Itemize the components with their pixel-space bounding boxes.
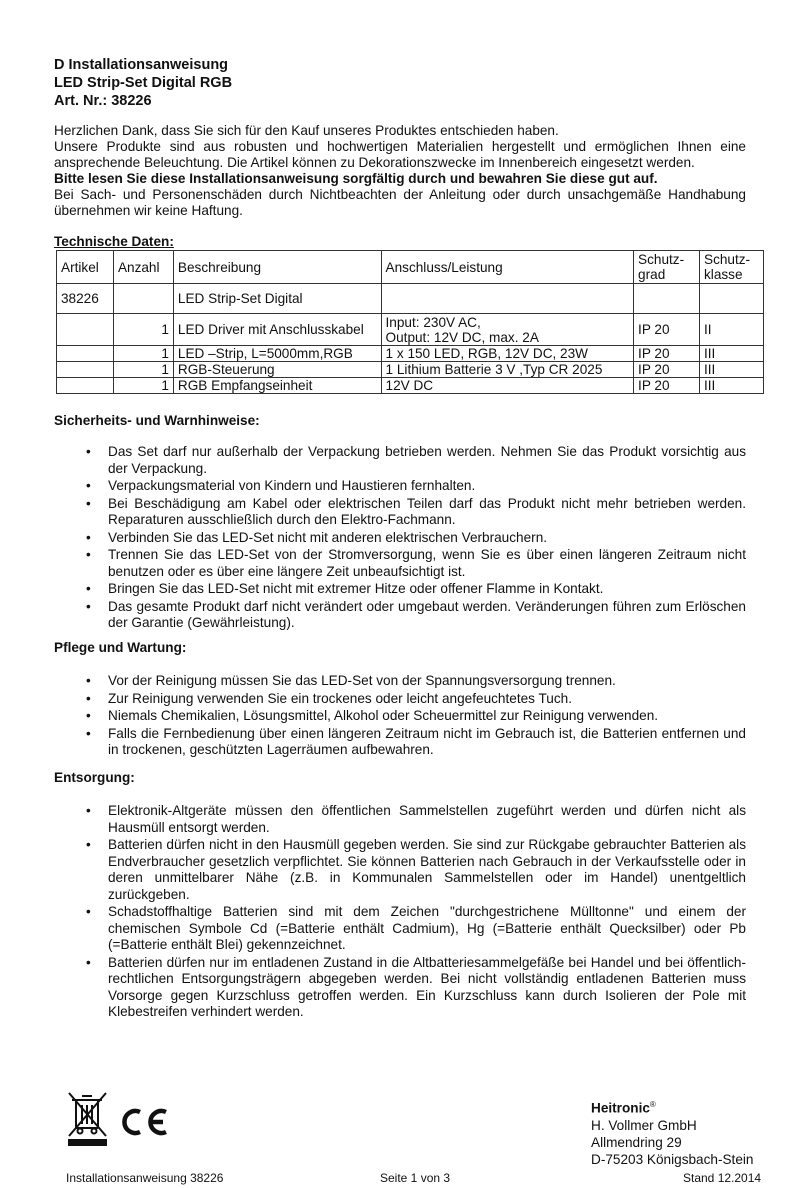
bullet-icon: •	[86, 904, 91, 919]
list-item-text: Batterien dürfen nicht in den Hausmüll gegeben werden. Sie sind zur Rückgabe gebrauchter Batterien als Endverbraucher gesetzlich verpflichtet. Sie können Batterien nach Gebrauch in der Verkaufsstelle oder in deren unmittelbarer Nähe (z.B. in Kommunalen Sammelstellen oder im Handel) unentgeltlich zurückgeben.	[108, 837, 746, 902]
col-schutzklasse-line1: Schutz-	[704, 252, 751, 267]
col-beschreibung: Beschreibung	[173, 251, 381, 284]
row-klasse: III	[700, 378, 764, 394]
group-grad-empty	[634, 284, 700, 314]
document-title	[54, 56, 232, 110]
company-info	[591, 1096, 753, 1168]
company-brand-line	[591, 1096, 753, 1117]
list-item	[86, 803, 746, 836]
col-schutzgrad-line1: Schutz-	[638, 252, 685, 267]
bullet-icon: •	[86, 954, 91, 970]
bullet-icon: •	[86, 581, 91, 596]
list-item	[86, 690, 746, 708]
row-beschreibung: RGB Empfangseinheit	[173, 378, 381, 394]
intro-read-notice: Bitte lesen Sie diese Installationsanweisung sorgfältig durch und bewahren Sie diese gut auf.	[54, 171, 658, 186]
list-item	[86, 673, 746, 690]
bullet-icon: •	[86, 690, 91, 706]
col-artikel: Artikel	[57, 251, 114, 284]
list-item-text: Niemals Chemikalien, Lösungsmittel, Alkohol oder Scheuermittel zur Reinigung verwenden.	[108, 708, 659, 723]
safety-list	[86, 444, 746, 633]
group-beschreibung: LED Strip-Set Digital	[173, 284, 381, 314]
row-klasse: III	[700, 362, 764, 378]
list-item-text: Bringen Sie das LED-Set nicht mit extremer Hitze oder offener Flamme in Kontakt.	[108, 581, 604, 596]
crossed-bin-icon	[69, 1093, 106, 1145]
row-grad: IP 20	[634, 378, 700, 394]
row-artikel-empty	[57, 314, 114, 346]
list-item-text: Elektronik-Altgeräte müssen den öffentlichen Sammelstellen zugeführt werden und dürfen nicht als Hausmüll entsorgt werden.	[108, 803, 746, 835]
table-row	[57, 378, 764, 394]
group-klasse-empty	[700, 284, 764, 314]
bullet-icon: •	[86, 708, 91, 723]
title-line-1: D Installationsanweisung	[54, 57, 229, 73]
table-header-row	[57, 251, 764, 284]
list-item	[86, 547, 746, 580]
compliance-logos	[66, 1090, 176, 1153]
row-anschluss: 12V DC	[381, 378, 634, 394]
bullet-icon: •	[86, 725, 91, 741]
footer-page: Seite 1 von 3	[380, 1171, 451, 1185]
list-item	[86, 444, 746, 477]
row-grad: IP 20	[634, 314, 700, 346]
list-item	[86, 708, 746, 725]
col-schutzklasse	[700, 251, 764, 284]
list-item-text: Verbinden Sie das LED-Set nicht mit anderen elektrischen Verbrauchern.	[108, 529, 548, 545]
list-item	[86, 954, 746, 1021]
list-item	[86, 581, 746, 598]
row-artikel-empty	[57, 346, 114, 362]
bullet-icon: •	[86, 837, 91, 852]
row-anschluss: 1 x 150 LED, RGB, 12V DC, 23W	[381, 346, 634, 362]
list-item	[86, 904, 746, 954]
col-anschluss: Anschluss/Leistung	[381, 251, 634, 284]
tech-table	[56, 250, 764, 394]
row-anschluss-line1: Input: 230V AC,	[385, 314, 481, 330]
list-item	[86, 478, 746, 495]
registered-mark: ®	[649, 1100, 656, 1109]
bullet-icon: •	[86, 547, 91, 562]
bullet-icon: •	[86, 673, 91, 688]
row-artikel-empty	[57, 378, 114, 394]
col-anzahl: Anzahl	[113, 251, 173, 284]
row-klasse: III	[700, 346, 764, 362]
table-group-row	[57, 284, 764, 314]
safety-heading: Sicherheits- und Warnhinweise:	[54, 413, 260, 428]
disposal-heading: Entsorgung:	[54, 770, 135, 785]
list-item-text: Das Set darf nur außerhalb der Verpackung betrieben werden. Nehmen Sie das Produkt vorsichtig aus der Verpackung.	[108, 444, 746, 476]
title-line-2: LED Strip-Set Digital RGB	[54, 75, 233, 91]
company-city: D-75203 Königsbach-Stein	[591, 1151, 754, 1167]
list-item	[86, 725, 746, 759]
group-artikel: 38226	[57, 284, 114, 314]
list-item-text: Bei Beschädigung am Kabel oder elektrischen Teilen darf das Produkt nicht mehr betrieben werden. Reparaturen ausschließlich durch den Elektro-Fachmann.	[108, 495, 746, 527]
row-grad: IP 20	[634, 346, 700, 362]
bullet-icon: •	[86, 444, 91, 459]
tech-heading: Technische Daten:	[54, 234, 174, 249]
ce-mark-icon	[124, 1111, 166, 1133]
list-item-text: Das gesamte Produkt darf nicht verändert oder umgebaut werden. Veränderungen führen zum Erlöschen der Garantie (Gewährleistung).	[108, 598, 746, 630]
row-beschreibung: LED –Strip, L=5000mm,RGB	[173, 346, 381, 362]
company-street: Allmendring 29	[591, 1134, 682, 1150]
row-anschluss-line2: Output: 12V DC, max. 2A	[385, 329, 539, 345]
list-item-text: Schadstoffhaltige Batterien sind mit dem Zeichen "durchgestrichene Mülltonne" und einem der chemischen Symbole Cd (=Batterie enthält Cadmium), Hg (=Batterie enthält Quecksilber) oder Pb (=Batterie enthält Blei) gekennzeichnet.	[108, 904, 746, 952]
col-schutzgrad-line2: grad	[638, 267, 666, 282]
footer-date: Stand 12.2014	[683, 1171, 762, 1185]
company-name: H. Vollmer GmbH	[591, 1117, 697, 1133]
company-brand: Heitronic	[591, 1100, 650, 1116]
intro-thanks: Herzlichen Dank, dass Sie sich für den Kauf unseres Produktes entschieden haben.	[54, 123, 559, 138]
col-schutzgrad	[634, 251, 700, 284]
row-anzahl: 1	[113, 346, 173, 362]
list-item	[86, 529, 746, 547]
row-beschreibung: LED Driver mit Anschlusskabel	[173, 314, 381, 346]
disposal-list	[86, 803, 746, 1022]
logo-svg	[66, 1090, 176, 1150]
col-schutzklasse-line2: klasse	[704, 267, 743, 282]
row-anzahl: 1	[113, 314, 173, 346]
row-grad: IP 20	[634, 362, 700, 378]
list-item-text: Batterien dürfen nur im entladenen Zustand in die Altbatteriesammelgefäße bei Handel und bei öffentlich-rechtlichen Entsorgungsträgern abgegeben werden. Bei nicht vollständig entladenen Batterien muss Vorsorge gegen Kurzschluss getroffen werden. Ein Kurzschluss kann durch Isolieren der Pole mit Klebestreifen verhindert werden.	[108, 954, 746, 1019]
footer-left: Installationsanweisung 38226	[66, 1171, 224, 1185]
list-item-text: Verpackungsmaterial von Kindern und Haustieren fernhalten.	[108, 478, 476, 493]
bullet-icon: •	[86, 529, 91, 545]
row-anzahl: 1	[113, 378, 173, 394]
row-artikel-empty	[57, 362, 114, 378]
row-klasse: II	[700, 314, 764, 346]
intro-text	[54, 123, 746, 219]
row-anschluss	[381, 314, 634, 346]
list-item	[86, 495, 746, 529]
group-anschluss-empty	[381, 284, 634, 314]
table-row	[57, 314, 764, 346]
table-row	[57, 362, 764, 378]
bullet-icon: •	[86, 803, 91, 818]
row-beschreibung: RGB-Steuerung	[173, 362, 381, 378]
list-item-text: Zur Reinigung verwenden Sie ein trockenes oder leicht angefeuchtetes Tuch.	[108, 690, 572, 706]
care-heading: Pflege und Wartung:	[54, 640, 187, 655]
list-item-text: Vor der Reinigung müssen Sie das LED-Set von der Spannungsversorgung trennen.	[108, 673, 616, 688]
list-item-text: Falls die Fernbedienung über einen längeren Zeitraum nicht im Gebrauch ist, die Batterien entfernen und in trockenen, geschützten Lagerräumen aufbewahren.	[108, 725, 746, 757]
intro-liability: Bei Sach- und Personenschäden durch Nichtbeachten der Anleitung oder durch unsachgemäße Handhabung übernehmen wir keine Haftung.	[54, 187, 746, 218]
bullet-icon: •	[86, 598, 91, 614]
table-row	[57, 346, 764, 362]
title-line-3: Art. Nr.: 38226	[54, 93, 152, 109]
bullet-icon: •	[86, 495, 91, 511]
list-item	[86, 598, 746, 632]
row-anzahl: 1	[113, 362, 173, 378]
care-list	[86, 673, 746, 760]
list-item	[86, 837, 746, 903]
row-anschluss: 1 Lithium Batterie 3 V ,Typ CR 2025	[381, 362, 634, 378]
group-anzahl-empty	[113, 284, 173, 314]
list-item-text: Trennen Sie das LED-Set von der Stromversorgung, wenn Sie es über einen längeren Zeitraum nicht benutzen oder es über eine längere Zeit unbeaufsichtigt ist.	[108, 547, 746, 579]
intro-products: Unsere Produkte sind aus robusten und hochwertigen Materialien hergestellt und ermöglichen Ihnen eine ansprechende Beleuchtung. Die Artikel können zu Dekorationszwecke im Innenbereich eingesetzt werden.	[54, 139, 746, 170]
bullet-icon: •	[86, 478, 91, 493]
